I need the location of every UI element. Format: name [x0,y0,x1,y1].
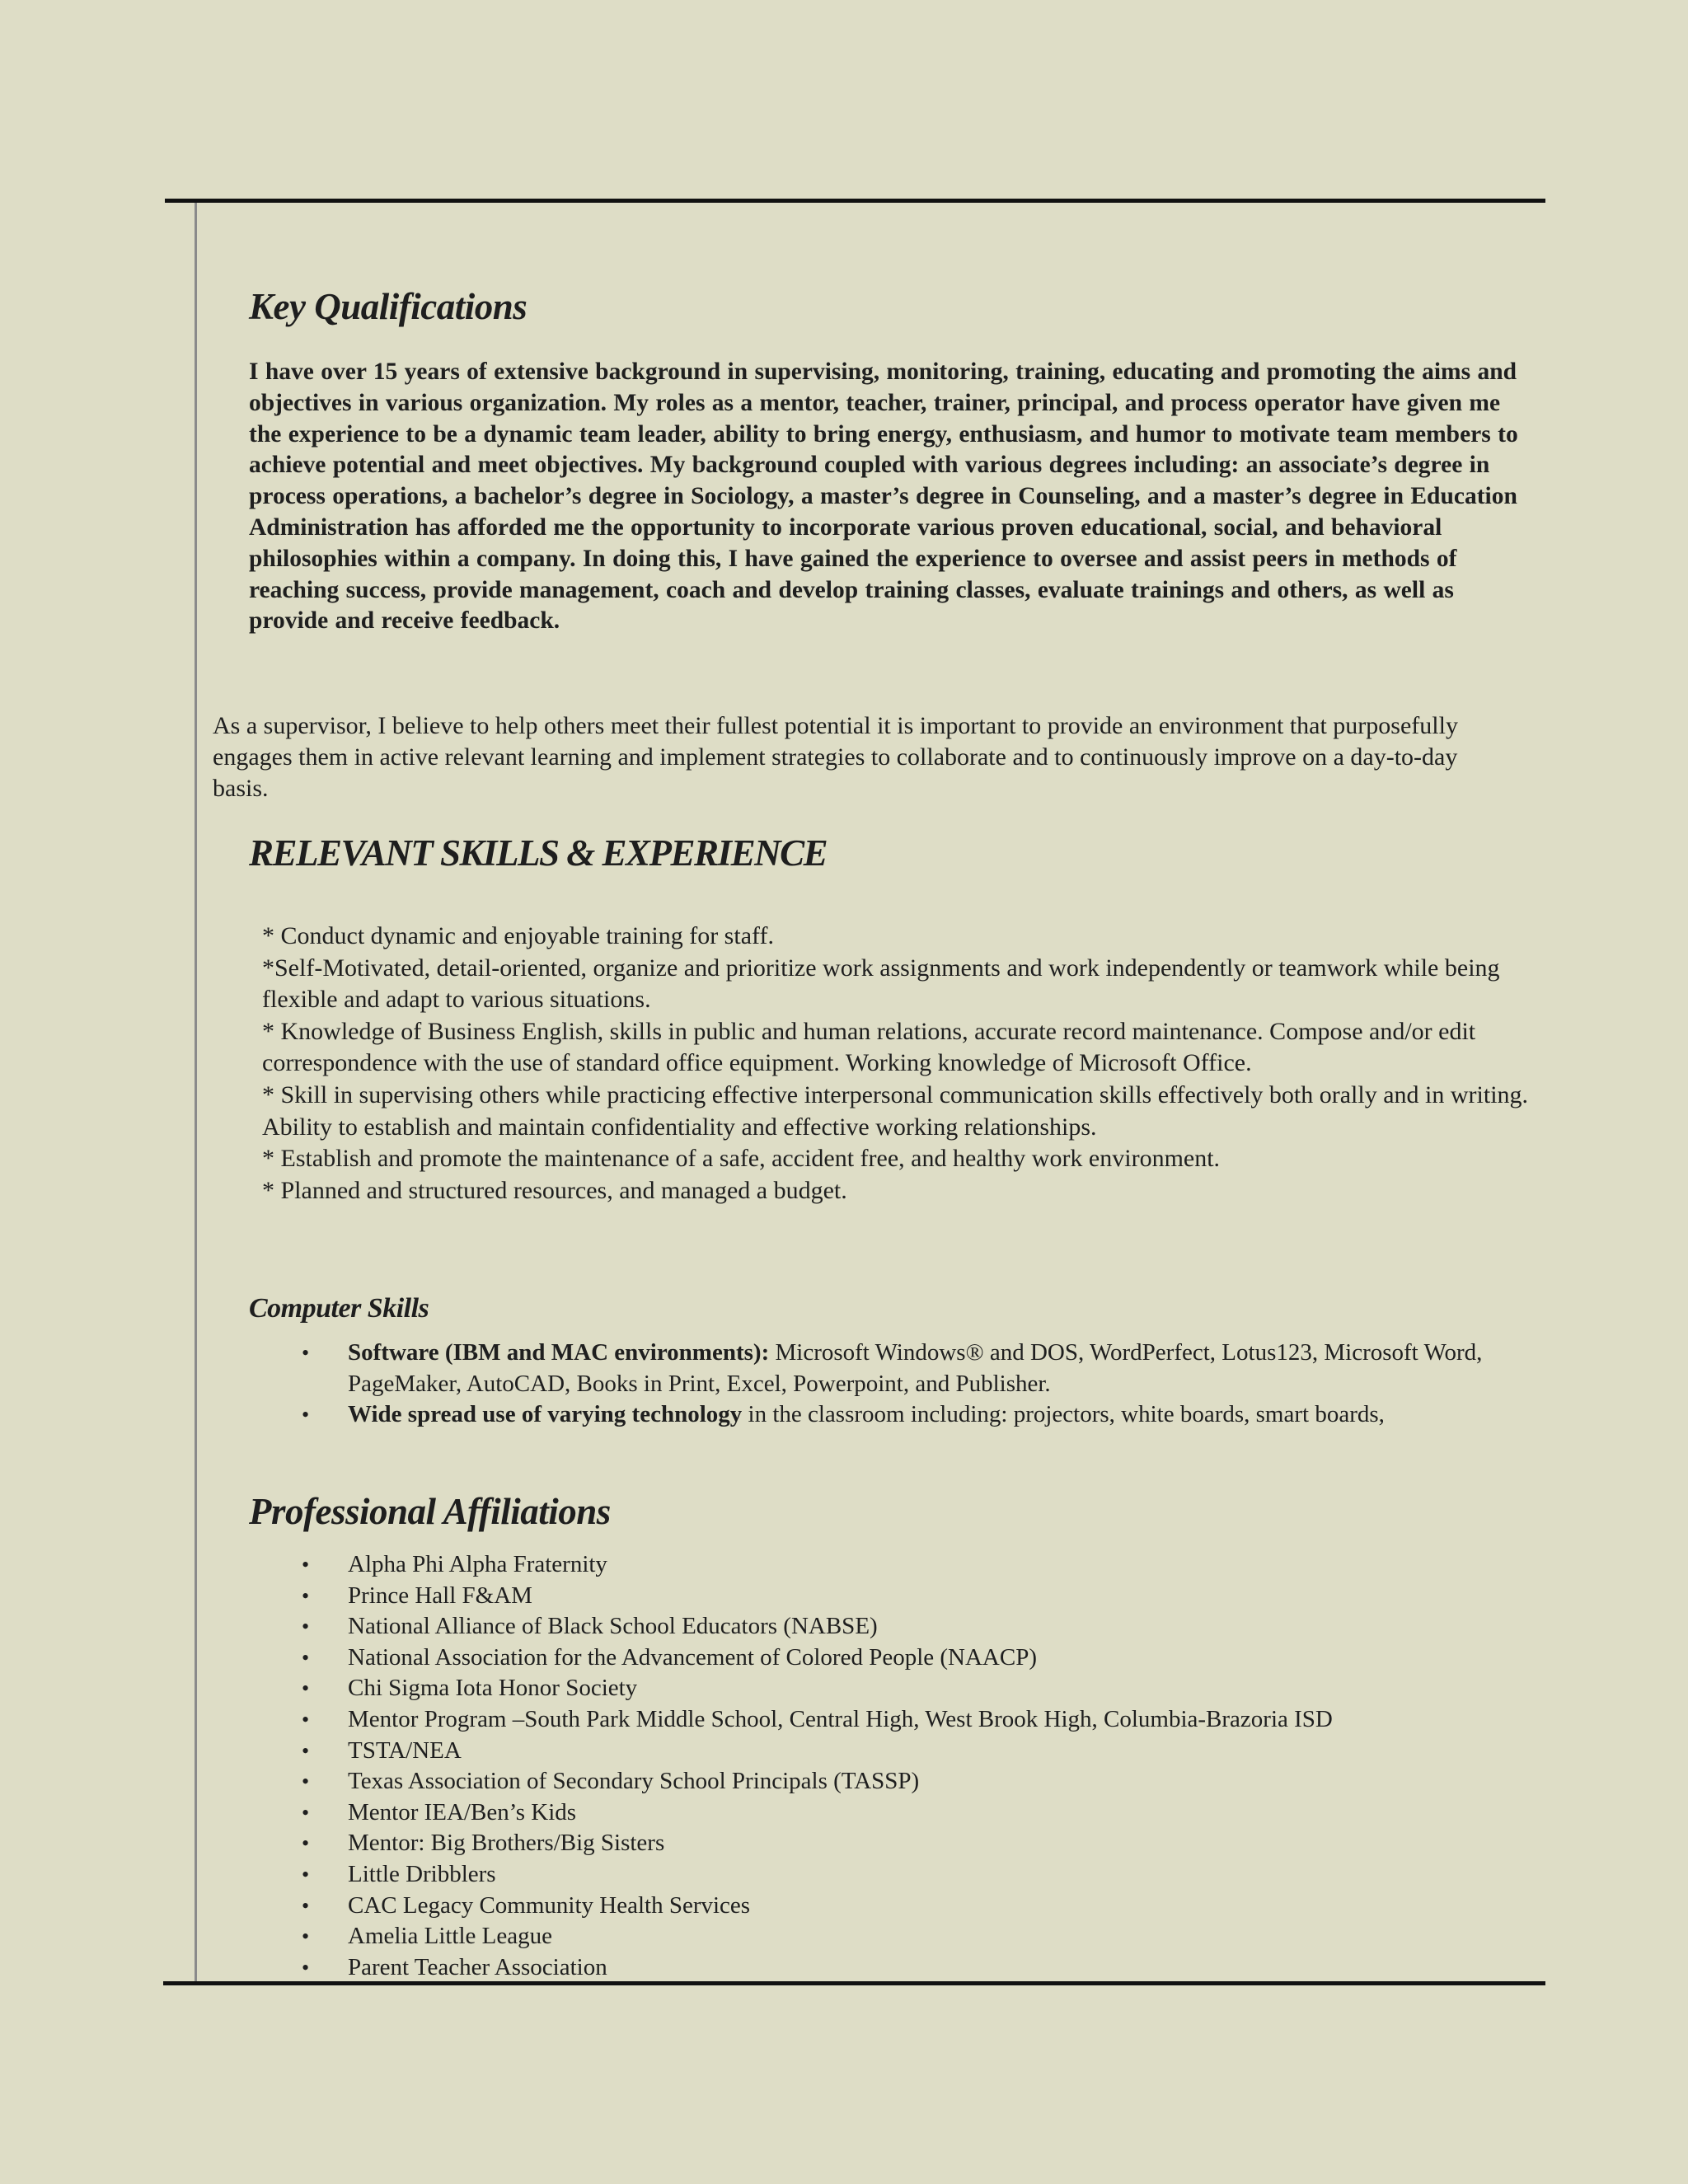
supervisor-statement: As a supervisor, I believe to help others meet their fullest potential it is important to provide an environment that purposefully engages them in active relevant learning and implement strategies to collaborate and to continuously improve on a day-to-day basis. [213,712,1458,802]
affiliation-label: Mentor IEA/Ben’s Kids [348,1798,577,1825]
bullet-icon: • [302,1862,310,1886]
affiliation-label: Chi Sigma Iota Honor Society [348,1675,638,1702]
skill-item: * Skill in supervising others while practicing effective interpersonal communication skills effectively both orally and in writing. Ability to establish and maintain confidentiality and effective working relationships. [262,1080,1529,1141]
professional-affiliations-list [302,1549,1502,1983]
bullet-icon: • [302,1924,310,1949]
affiliation-label: Mentor Program –South Park Middle School, Central High, West Brook High, Columbia-Brazoria ISD [348,1705,1333,1732]
key-qualifications-heading: Key Qualifications [249,286,528,327]
affiliation-item [302,1549,1502,1581]
affiliation-label: Parent Teacher Association [348,1953,607,1980]
bullet-icon: • [302,1707,310,1732]
affiliation-label: Texas Association of Secondary School Principals (TASSP) [348,1768,920,1795]
bullet-icon: • [302,1955,310,1980]
computer-skill-text: Microsoft Windows® and DOS, WordPerfect, Lotus123, Microsoft Word, PageMaker, AutoCAD, Books in Print, Excel, Powerpoint, and Publisher. [348,1339,1483,1397]
skill-item: * Conduct dynamic and enjoyable training for staff. [262,922,774,949]
computer-skill-item [302,1399,1535,1431]
skill-item: * Establish and promote the maintenance of a safe, accident free, and healthy work environment. [262,1145,1221,1173]
bullet-icon: • [302,1403,310,1427]
bullet-icon: • [302,1645,310,1670]
affiliation-item [302,1704,1502,1736]
affiliation-item [302,1952,1502,1984]
affiliation-item [302,1611,1502,1643]
top-rule [165,199,1545,203]
affiliation-label: National Alliance of Black School Educators (NABSE) [348,1613,878,1640]
relevant-skills-list [262,921,1540,1207]
affiliation-label: CAC Legacy Community Health Services [348,1891,751,1919]
bullet-icon: • [302,1738,310,1763]
bullet-icon: • [302,1553,310,1577]
skill-item: * Planned and structured resources, and managed a budget. [262,1176,847,1204]
affiliation-item [302,1673,1502,1704]
computer-skill-label: Wide spread use of varying technology [348,1401,743,1428]
affiliation-item [302,1891,1502,1922]
bullet-icon: • [302,1341,310,1365]
affiliation-item [302,1921,1502,1952]
affiliation-item [302,1643,1502,1674]
skill-item: * Knowledge of Business English, skills in public and human relations, accurate record maintenance. Compose and/or edit correspondence with the use of standard office equipment. Working knowledge of Microsoft Office. [262,1017,1476,1077]
computer-skill-item [302,1338,1535,1399]
bullet-icon: • [302,1615,310,1639]
affiliation-item [302,1859,1502,1891]
computer-skill-label: Software (IBM and MAC environments): [348,1339,770,1366]
affiliation-label: Mentor: Big Brothers/Big Sisters [348,1830,665,1857]
computer-skills-heading: Computer Skills [249,1293,429,1324]
professional-affiliations-heading: Professional Affiliations [249,1491,611,1532]
skill-item: *Self-Motivated, detail-oriented, organize and prioritize work assignments and work independently or teamwork while being flexible and adapt to various situations. [262,954,1500,1014]
affiliation-item [302,1766,1502,1797]
affiliation-label: National Association for the Advancement of Colored People (NAACP) [348,1643,1038,1671]
bullet-icon: • [302,1800,310,1825]
affiliation-item [302,1581,1502,1612]
bullet-icon: • [302,1893,310,1918]
relevant-skills-heading: RELEVANT SKILLS & EXPERIENCE [249,832,828,874]
affiliation-label: Prince Hall F&AM [348,1582,532,1609]
computer-skills-list [302,1338,1535,1431]
affiliation-item [302,1736,1502,1767]
affiliation-item [302,1828,1502,1859]
bullet-icon: • [302,1583,310,1608]
affiliation-label: Amelia Little League [348,1923,553,1950]
bullet-icon: • [302,1676,310,1701]
bullet-icon: • [302,1769,310,1794]
affiliation-label: Alpha Phi Alpha Fraternity [348,1551,607,1577]
bullet-icon: • [302,1831,310,1856]
affiliation-label: Little Dribblers [348,1860,496,1887]
left-margin-rule [195,203,197,1981]
affiliation-label: TSTA/NEA [348,1736,462,1764]
computer-skill-text: in the classroom including: projectors, white boards, smart boards, [748,1401,1385,1428]
key-qualifications-paragraph: I have over 15 years of extensive background in supervising, monitoring, training, educating and promoting the aims and objectives in various organization. My roles as a mentor, teacher, trainer, principal, and process operator have given me the experience to be a dynamic team leader, ability to bring energy, enthusiasm, and humor to motivate team members to achieve potential and meet objectives. My background coupled with various degrees including: an associate’s degree in process operations, a bachelor’s degree in Sociology, a master’s degree in Counseling, and a master’s degree in Education Administration has afforded me the opportunity to incorporate various proven educational, social, and behavioral philosophies within a company. In doing this, I have gained the experience to oversee and assist peers in methods of reaching success, provide management, coach and develop training classes, evaluate trainings and others, as well as provide and receive feedback. [249,359,1518,635]
affiliation-item [302,1797,1502,1829]
